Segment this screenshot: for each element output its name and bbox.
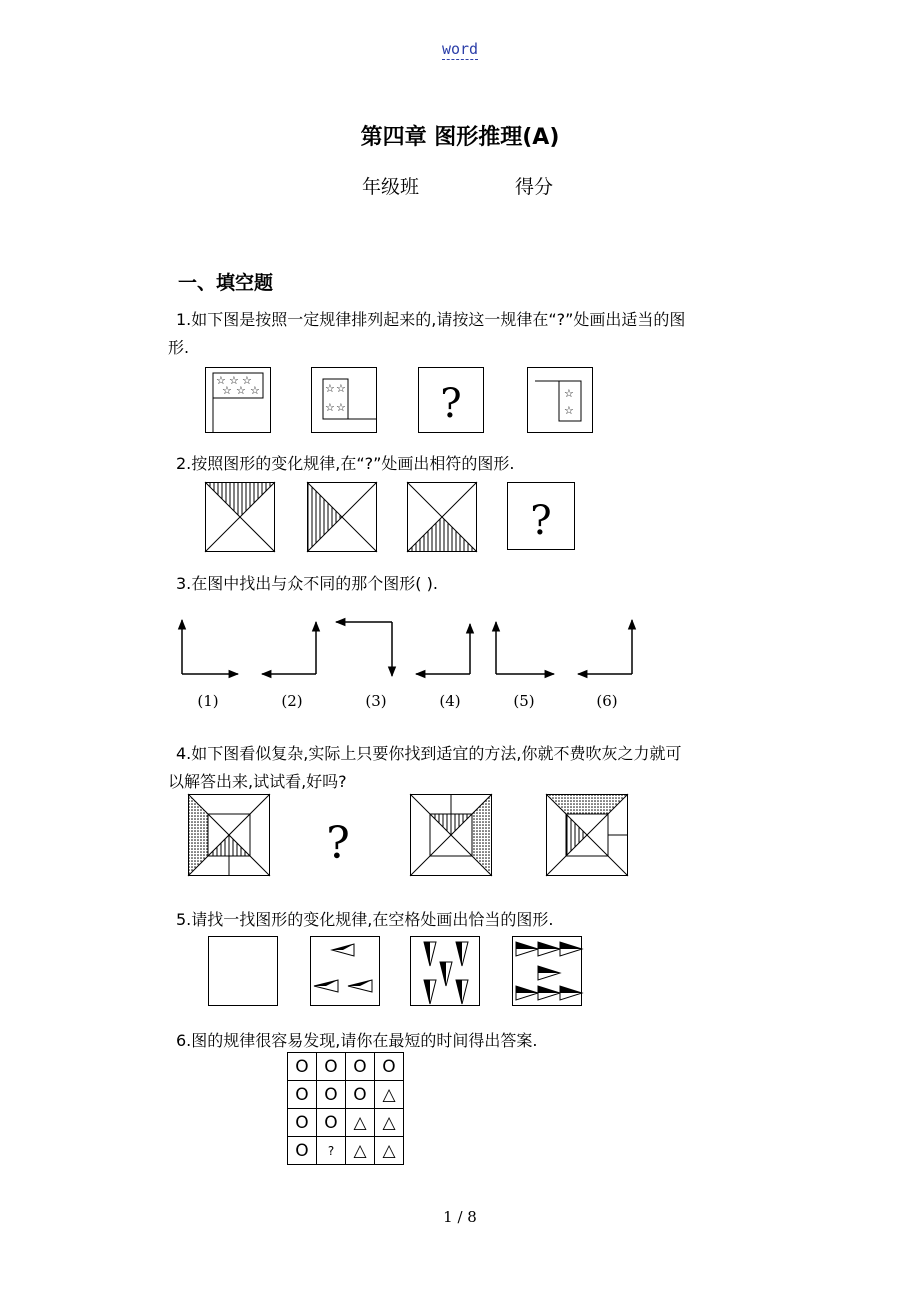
q4-figure-4 — [546, 794, 628, 876]
q1-star: ☆ — [229, 374, 239, 387]
q5-triangle — [538, 986, 560, 1000]
q5-triangle — [440, 962, 452, 986]
question-2: 2.按照图形的变化规律,在“?”处画出相符的图形. — [176, 454, 515, 473]
q3-label-1: (1) — [197, 692, 219, 710]
q1-star: ☆ — [222, 384, 232, 397]
page-number: 1 / 8 — [443, 1208, 477, 1226]
class-label: 年级班 — [362, 176, 420, 198]
q5-triangle — [456, 980, 468, 1004]
q5-triangle — [332, 944, 354, 956]
question-4: 4.如下图看似复杂,实际上只要你找到适宜的方法,你就不费吹灰之力就可 以解答出来,试试看,好吗? — [168, 744, 682, 791]
q5-triangle — [516, 986, 538, 1000]
q2-question-mark: ? — [530, 498, 552, 544]
q3-label-6: (6) — [596, 692, 618, 710]
grid-cell: △ — [346, 1137, 375, 1165]
q5-triangle — [456, 942, 468, 966]
q1-star: ☆ — [325, 382, 335, 395]
grid-cell: △ — [375, 1137, 404, 1165]
q5-figure-2 — [311, 937, 380, 1006]
q5-triangle — [560, 986, 582, 1000]
q1-star: ☆ — [250, 384, 260, 397]
q5-triangle — [348, 980, 372, 992]
q1-figure-4 — [528, 368, 593, 433]
q1-figure-3 — [419, 368, 484, 433]
q5-figure-4 — [513, 937, 583, 1006]
q5-figure-1 — [209, 937, 278, 1006]
grid-cell-unknown: ? — [317, 1137, 346, 1165]
header-word-link[interactable]: word — [441, 40, 479, 58]
q4-question-mark: ? — [326, 818, 350, 869]
grid-cell: O — [346, 1053, 375, 1081]
q5-triangle — [516, 942, 538, 956]
q3-label-5: (5) — [513, 692, 535, 710]
q5-triangle — [560, 942, 582, 956]
section-title: 一、填空题 — [178, 272, 274, 294]
q1-star: ☆ — [216, 374, 226, 387]
grid-cell: O — [317, 1053, 346, 1081]
q5-figures — [208, 936, 588, 1008]
question-6: 6.图的规律很容易发现,请你在最短的时间得出答案. — [176, 1031, 538, 1050]
q5-triangle — [424, 942, 436, 966]
q1-question-mark: ? — [440, 381, 462, 427]
question-1: 1.如下图是按照一定规律排列起来的,请按这一规律在“?”处画出适当的图 形. — [168, 310, 686, 357]
q1-star: ☆ — [336, 382, 346, 395]
q1-star: ☆ — [242, 374, 252, 387]
q2-figure-1 — [205, 482, 275, 552]
question-3: 3.在图中找出与众不同的那个图形( ). — [176, 574, 438, 593]
grid-cell: O — [317, 1109, 346, 1137]
q6-grid — [287, 1052, 404, 1165]
q4-figures — [188, 794, 638, 878]
q3-label-4: (4) — [439, 692, 461, 710]
q4-figure-1 — [188, 794, 270, 876]
q4-figure-3 — [410, 794, 492, 876]
q1-star: ☆ — [564, 387, 574, 400]
grid-cell: O — [346, 1081, 375, 1109]
q5-figure-3 — [411, 937, 480, 1006]
score-label: 得分 — [515, 176, 554, 198]
q1-star: ☆ — [325, 401, 335, 414]
q1-star: ☆ — [336, 401, 346, 414]
q1-figures — [205, 367, 625, 435]
grid-cell: △ — [346, 1109, 375, 1137]
q5-triangle — [538, 966, 560, 980]
q5-triangle — [424, 980, 436, 1004]
grid-cell: O — [288, 1081, 317, 1109]
q3-figures — [170, 612, 650, 684]
grid-cell: O — [375, 1053, 404, 1081]
grid-cell: △ — [375, 1109, 404, 1137]
grid-cell: O — [288, 1053, 317, 1081]
q3-label-3: (3) — [365, 692, 387, 710]
q1-star: ☆ — [236, 384, 246, 397]
q3-label-2: (2) — [281, 692, 303, 710]
grid-cell: O — [288, 1109, 317, 1137]
q1-figure-1 — [206, 368, 271, 433]
grid-cell: O — [288, 1137, 317, 1165]
q2-figure-3 — [407, 482, 477, 552]
grid-cell: O — [317, 1081, 346, 1109]
q2-figure-2 — [307, 482, 377, 552]
q4-figure-2 — [326, 818, 350, 869]
q2-figures — [205, 482, 585, 554]
page-title: 第四章 图形推理(A) — [360, 125, 560, 150]
grid-cell: △ — [375, 1081, 404, 1109]
q2-figure-4 — [508, 483, 575, 550]
q5-triangle — [538, 942, 560, 956]
q1-star: ☆ — [564, 404, 574, 417]
q1-figure-2 — [312, 368, 377, 433]
q5-triangle — [314, 980, 338, 992]
question-5: 5.请找一找图形的变化规律,在空格处画出恰当的图形. — [176, 910, 554, 929]
